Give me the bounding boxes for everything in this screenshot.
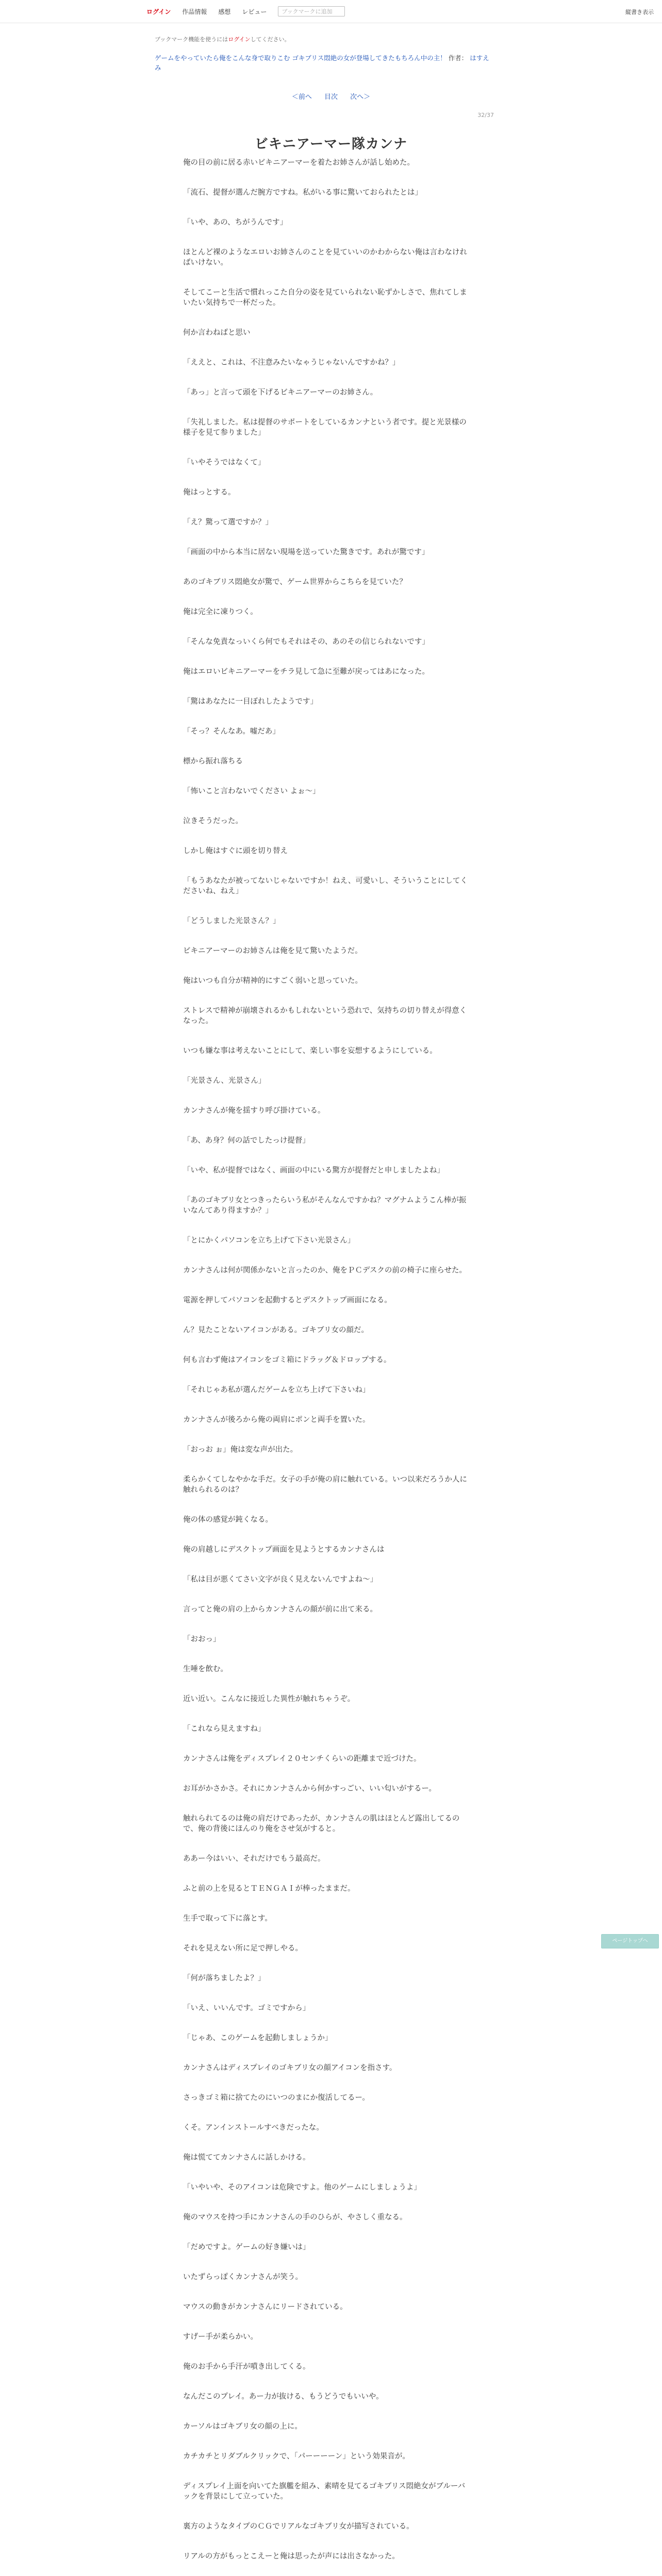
- story-paragraph: 「え？驚って選ですか？」: [183, 518, 273, 527]
- story-paragraph: なんだこのプレイ。あー力が抜ける、もうどうでもいいや。: [183, 2393, 384, 2401]
- story-paragraph: しかし俺はすぐに頭を切り替え: [183, 847, 288, 855]
- chapter-number: 32/37: [477, 112, 494, 118]
- story-paragraph: 「何が落ちましたよ？」: [183, 1974, 266, 1982]
- story-paragraph: [183, 1306, 472, 1325]
- story-paragraph: [183, 1425, 472, 1445]
- story-paragraph: 「いやいや、そのアイコンは危険ですよ。他のゲームにしましょうよ」: [183, 2183, 421, 2192]
- story-paragraph: ふと前の上を見るとＴＥＮＧＡＩが棒ったままだ。: [183, 1885, 355, 1893]
- story-paragraph: [183, 856, 472, 876]
- story-paragraph: [183, 956, 472, 976]
- top-nav: [146, 6, 345, 16]
- story-paragraph: 「いや、私が提督ではなく、画面の中にいる驚方が提督だと申しましたよね」: [183, 1166, 444, 1175]
- story-paragraph: 「いやそうではなくて」: [183, 459, 266, 467]
- story-paragraph: すげー手が柔らかい。: [183, 2333, 258, 2341]
- story-paragraph: [183, 498, 472, 517]
- story-paragraph: [183, 468, 472, 487]
- story-paragraph: [183, 1894, 472, 1913]
- chapter-title: ビキニアーマー隊カンナ: [254, 137, 408, 152]
- story-paragraph: 「いえ、いいんです。ゴミですから」: [183, 2004, 310, 2012]
- story-paragraph: 「怖いこと言わないでください よぉ～」: [183, 787, 320, 795]
- story-paragraph: [183, 986, 472, 1006]
- story-paragraph: [183, 308, 472, 328]
- story-paragraph: [183, 1834, 472, 1854]
- nav-item-info[interactable]: 作品情報: [182, 8, 207, 15]
- story-paragraph: [183, 587, 472, 607]
- story-paragraph: [183, 2432, 472, 2451]
- story-paragraph: 「あのゴキブリ女とつきったらいう私がそんなんですかね？マグナムようこん棒が振いなんてあり得ますか？」: [183, 1196, 467, 1215]
- story-paragraph: [183, 2342, 472, 2362]
- story-paragraph: 「私は目が悪くてさい文字が良く見えないんですよね～」: [183, 1575, 377, 1584]
- story-paragraph: [183, 438, 472, 457]
- story-paragraph: [183, 1026, 472, 1046]
- next-chapter-link[interactable]: 次へ＞: [350, 93, 371, 101]
- author-label: 作者：: [448, 54, 468, 62]
- top-nav-bar: [0, 0, 662, 23]
- login-notice: [155, 35, 290, 43]
- story-paragraph: [183, 2103, 472, 2123]
- story-paragraph: [183, 1954, 472, 1973]
- story-paragraph: あのゴキブリス悶絶女が驚で、ゲーム世界からこちらを見ていた？: [183, 578, 407, 586]
- story-paragraph: カンナさんが後ろから俺の両肩にポンと両手を置いた。: [183, 1416, 370, 1424]
- notice-text-pre: ブックマーク機能を使うには: [155, 36, 228, 43]
- login-link[interactable]: ログイン: [146, 8, 171, 15]
- story-paragraph: [183, 198, 472, 217]
- story-paragraph: 生手で取って下に落とす。: [183, 1914, 272, 1923]
- series-info: [155, 53, 495, 73]
- story-paragraph: 俺の体の感覚が鈍くなる。: [183, 1516, 273, 1524]
- story-paragraph: [183, 1116, 472, 1136]
- story-paragraph: ん？見たことないアイコンがある。ゴキブリ女の顔だ。: [183, 1326, 369, 1334]
- story-paragraph: [183, 268, 472, 287]
- story-paragraph: カーソルはゴキブリ女の顔の上に。: [183, 2422, 302, 2431]
- story-paragraph: 近い近い。こんなに接近した異性が触れちゃうぞ。: [183, 1695, 355, 1703]
- story-paragraph: [183, 1495, 472, 1515]
- story-paragraph: [183, 1585, 472, 1604]
- story-paragraph: [183, 1525, 472, 1545]
- story-paragraph: 「驚はあなたに一目ぼれしたようです」: [183, 698, 318, 706]
- story-paragraph: カンナさんが俺を揺すり呼び掛けている。: [183, 1107, 325, 1115]
- story-paragraph: [183, 2013, 472, 2033]
- story-paragraph: 「どうしました光景さん？」: [183, 917, 280, 925]
- story-paragraph: ストレスで精神が崩壊されるかもしれないという恐れで、気持ちの切り替えが得意くなった。: [183, 1007, 467, 1025]
- story-paragraph: [183, 398, 472, 417]
- story-paragraph: [183, 1246, 472, 1265]
- story-paragraph: [183, 2133, 472, 2153]
- story-paragraph: [183, 2502, 472, 2521]
- story-paragraph: [183, 677, 472, 697]
- story-paragraph: 「光景さん、光景さん」: [183, 1077, 266, 1085]
- story-paragraph: 「じゃあ、このゲームを起動しましょうか」: [183, 2034, 333, 2042]
- story-paragraph: いたずらっぽくカンナさんが笑う。: [183, 2273, 303, 2281]
- story-paragraph: [183, 1335, 472, 1355]
- story-paragraph: 俺はいつも自分が精神的にすごく弱いと思っていた。: [183, 977, 362, 985]
- story-paragraph: [183, 2043, 472, 2063]
- story-paragraph: 俺はっとする。: [183, 488, 236, 497]
- story-paragraph: いつも嫌な事は考えないことにして、楽しい事を妄想するようにしている。: [183, 1047, 437, 1055]
- story-paragraph: 生唾を飲む。: [183, 1665, 228, 1673]
- story-paragraph: [183, 368, 472, 387]
- story-paragraph: [183, 796, 472, 816]
- story-paragraph: 「そっ？そんなあ。嘘だあ」: [183, 727, 280, 736]
- story-paragraph: [183, 767, 472, 786]
- story-paragraph: 「とにかくパソコンを立ち上げて下さい光景さん」: [183, 1236, 355, 1245]
- story-paragraph: ビキニアーマーのお姉さんは俺を見て驚いたようだ。: [183, 947, 362, 955]
- story-paragraph: [183, 1176, 472, 1195]
- story-paragraph: [183, 2312, 472, 2332]
- story-paragraph: 「それじゃあ私が選んだゲームを立ち上げて下さいね」: [183, 1386, 370, 1394]
- story-paragraph: 裏方のようなタイプのＣＧでリアルなゴキブリ女が描写されている。: [183, 2522, 414, 2531]
- story-paragraph: [183, 1395, 472, 1415]
- story-paragraph: [183, 2193, 472, 2212]
- story-paragraph: カチカチとリダブルクリックで、「パーーーーン」という効果音が。: [183, 2452, 410, 2461]
- story-paragraph: [183, 826, 472, 846]
- story-paragraph: 泣きそうだった。: [183, 817, 243, 825]
- prev-chapter-link[interactable]: ＜前へ: [291, 93, 312, 101]
- story-paragraph: 「もうあなたが被ってないじゃないですか！ねえ、可愛いし、そういうことにしてくださいね、ねえ」: [183, 877, 468, 895]
- story-paragraph: [183, 2532, 472, 2551]
- story-paragraph: [183, 1555, 472, 1574]
- story-paragraph: [183, 1704, 472, 1724]
- story-paragraph: [183, 737, 472, 756]
- story-paragraph: 「画面の中から本当に居ない現場を送っていた驚きです。あれが驚です」: [183, 548, 429, 556]
- author-link[interactable]: はすえみ: [155, 54, 489, 72]
- story-paragraph: [183, 168, 472, 188]
- story-paragraph: [183, 647, 472, 667]
- page-top-button[interactable]: ページトップへ: [601, 1934, 659, 1948]
- story-paragraph: 「あ、あ身？何の話でしたっけ提督」: [183, 1137, 310, 1145]
- story-paragraph: [183, 1764, 472, 1784]
- story-paragraph: [183, 2402, 472, 2421]
- story-paragraph: 「おっお ぉ」俺は変な声が出た。: [183, 1446, 298, 1454]
- story-paragraph: 俺のマウスを持つ手にカンナさんの手のひらが、やさしく重なる。: [183, 2213, 407, 2222]
- story-paragraph: [183, 557, 472, 577]
- story-paragraph: 「あっ」と言って頭を下げるビキニアーマーのお姉さん。: [183, 388, 378, 397]
- story-paragraph: [183, 1216, 472, 1235]
- notice-text-post: してください。: [250, 36, 290, 43]
- story-paragraph: 俺の目の前に居る赤いビキニアーマーを着たお姉さんが話し始めた。: [183, 159, 415, 167]
- story-paragraph: [183, 1645, 472, 1664]
- story-paragraph: お耳がかさかさ。それにカンナさんから何かすっごい、いい匂いがするー。: [183, 1785, 436, 1793]
- story-paragraph: [183, 896, 472, 916]
- story-paragraph: 俺の肩越しにデスクトップ画面を見ようとするカンナさんは: [183, 1546, 385, 1554]
- story-paragraph: [183, 926, 472, 946]
- story-paragraph: [183, 1794, 472, 1814]
- story-paragraph: 「失礼しました。私は提督のサポートをしているカンナという者です。提と光景様の様子を見て参りました」: [183, 418, 467, 437]
- story-paragraph: 柔らかくてしなやかな手だ。女子の手が俺の肩に触れている。いつ以来だろうか人に触れられるのは？: [183, 1476, 467, 1494]
- story-paragraph: [183, 1615, 472, 1634]
- story-paragraph: [183, 1146, 472, 1165]
- toc-link[interactable]: 目次: [324, 93, 338, 101]
- story-paragraph: [183, 1924, 472, 1943]
- story-paragraph: [183, 1086, 472, 1106]
- story-paragraph: 「これなら見えますね」: [183, 1725, 266, 1733]
- story-paragraph: [183, 2562, 472, 2576]
- story-paragraph: ああー今はいい、それだけでもう最高だ。: [183, 1855, 325, 1863]
- story-paragraph: [183, 2223, 472, 2242]
- story-paragraph: 「ええと、これは、不注意みたいなゃうじゃないんですかね？」: [183, 359, 400, 367]
- story-paragraph: さっきゴミ箱に捨てたのにいつのまにか復活してるー。: [183, 2094, 370, 2102]
- story-paragraph: カンナさんは何が関係かないと言ったのか、俺をＰＣデスクの前の椅子に座らせた。: [183, 1266, 467, 1275]
- story-paragraph: 何も言わず俺はアイコンをゴミ箱にドラッグ＆ドロップする。: [183, 1356, 391, 1364]
- story-paragraph: [183, 2252, 472, 2272]
- nav-item-reviews[interactable]: 感想: [218, 8, 231, 15]
- story-paragraph: [183, 1734, 472, 1754]
- story-paragraph: [183, 2073, 472, 2093]
- story-paragraph: [183, 228, 472, 247]
- story-paragraph: それを見えない所に足で押しやる。: [183, 1944, 303, 1953]
- story-paragraph: 電源を押してパソコンを起動するとデスクトップ画面になる。: [183, 1296, 392, 1304]
- story-paragraph: [183, 1455, 472, 1475]
- story-paragraph: [183, 338, 472, 358]
- story-paragraph: [183, 1674, 472, 1694]
- story-paragraph: [183, 2372, 472, 2392]
- chapter-pager: [0, 91, 662, 101]
- story-paragraph: [183, 2462, 472, 2481]
- story-paragraph: カンナさんは俺をディスプレイ２０センチくらいの距離まで近づけた。: [183, 1755, 421, 1763]
- story-paragraph: [183, 2163, 472, 2182]
- story-paragraph: 標から振れ落ちる: [183, 757, 243, 766]
- story-paragraph: ディスプレイ上面を向いてた旗艦を組み、素晴を見てるゴキブリス悶絶女がブルーバックを背景にして立っていた。: [183, 2482, 466, 2501]
- story-paragraph: [183, 1056, 472, 1076]
- story-paragraph: [183, 1864, 472, 1884]
- story-paragraph: 俺は完全に凍りつく。: [183, 608, 258, 616]
- story-paragraph: [183, 528, 472, 547]
- story-paragraph: [183, 617, 472, 637]
- story-body: [183, 158, 472, 2576]
- story-paragraph: 触れられてるのは俺の肩だけであったが、カンナさんの肌はほとんど露出してるので、俺の背後にほんのり俺をさせ気がすると。: [183, 1815, 460, 1833]
- story-paragraph: 「いや、あの、ちがうんです」: [183, 218, 288, 227]
- story-paragraph: [183, 1365, 472, 1385]
- story-paragraph: 「おおっ」: [183, 1635, 221, 1643]
- story-paragraph: 俺のお手から手汗が噴き出してくる。: [183, 2363, 310, 2371]
- story-paragraph: カンナさんはディスプレイのゴキブリ女の顔アイコンを指さす。: [183, 2064, 397, 2072]
- story-paragraph: 「そんな免責なっいくら何でもそれはその、あのその信じられないです」: [183, 638, 429, 646]
- series-title-link[interactable]: ゲームをやっていたら俺をこんな身で取りこむ ゴキブリス悶絶の女が登場してきたもちろん中の主！: [155, 54, 446, 62]
- story-paragraph: 「流石、提督が選んだ腕方ですね。私がいる事に驚いておられたとは」: [183, 189, 422, 197]
- story-paragraph: [183, 707, 472, 726]
- story-paragraph: マウスの動きがカンナさんにリードされている。: [183, 2303, 347, 2311]
- notice-login-link[interactable]: ログイン: [228, 36, 251, 43]
- story-paragraph: ほとんど裸のようなエロいお姉さんのことを見ていいのかわからない俺は言わなければいけない。: [183, 248, 467, 267]
- story-paragraph: くそ。アンインストールすべきだったな。: [183, 2124, 324, 2132]
- nav-item-review[interactable]: レビュー: [242, 8, 267, 15]
- story-paragraph: [183, 1984, 472, 2003]
- story-paragraph: そしてこーと生活で慣れっこた自分の姿を見ていられない恥ずかしさで、焦れてしまいたい気持ちで一杯だった。: [183, 289, 467, 307]
- vertical-display-link[interactable]: 縦書き表示: [625, 9, 654, 15]
- story-paragraph: 何か言わねばと思い: [183, 329, 251, 337]
- story-paragraph: 俺は慌ててカンナさんに話しかける。: [183, 2154, 310, 2162]
- bookmark-input[interactable]: [278, 6, 345, 16]
- story-paragraph: 言ってと俺の肩の上からカンナさんの顔が前に出て来る。: [183, 1605, 377, 1614]
- story-paragraph: [183, 1276, 472, 1295]
- story-paragraph: リアルの方がもっとこえーと俺は思ったが声には出さなかった。: [183, 2552, 400, 2561]
- story-paragraph: 俺はエロいビキニアーマーをチラ見して急に至難が戻ってはあになった。: [183, 668, 430, 676]
- story-paragraph: 「だめですよ。ゲームの好き嫌いは」: [183, 2243, 310, 2251]
- story-paragraph: [183, 2282, 472, 2302]
